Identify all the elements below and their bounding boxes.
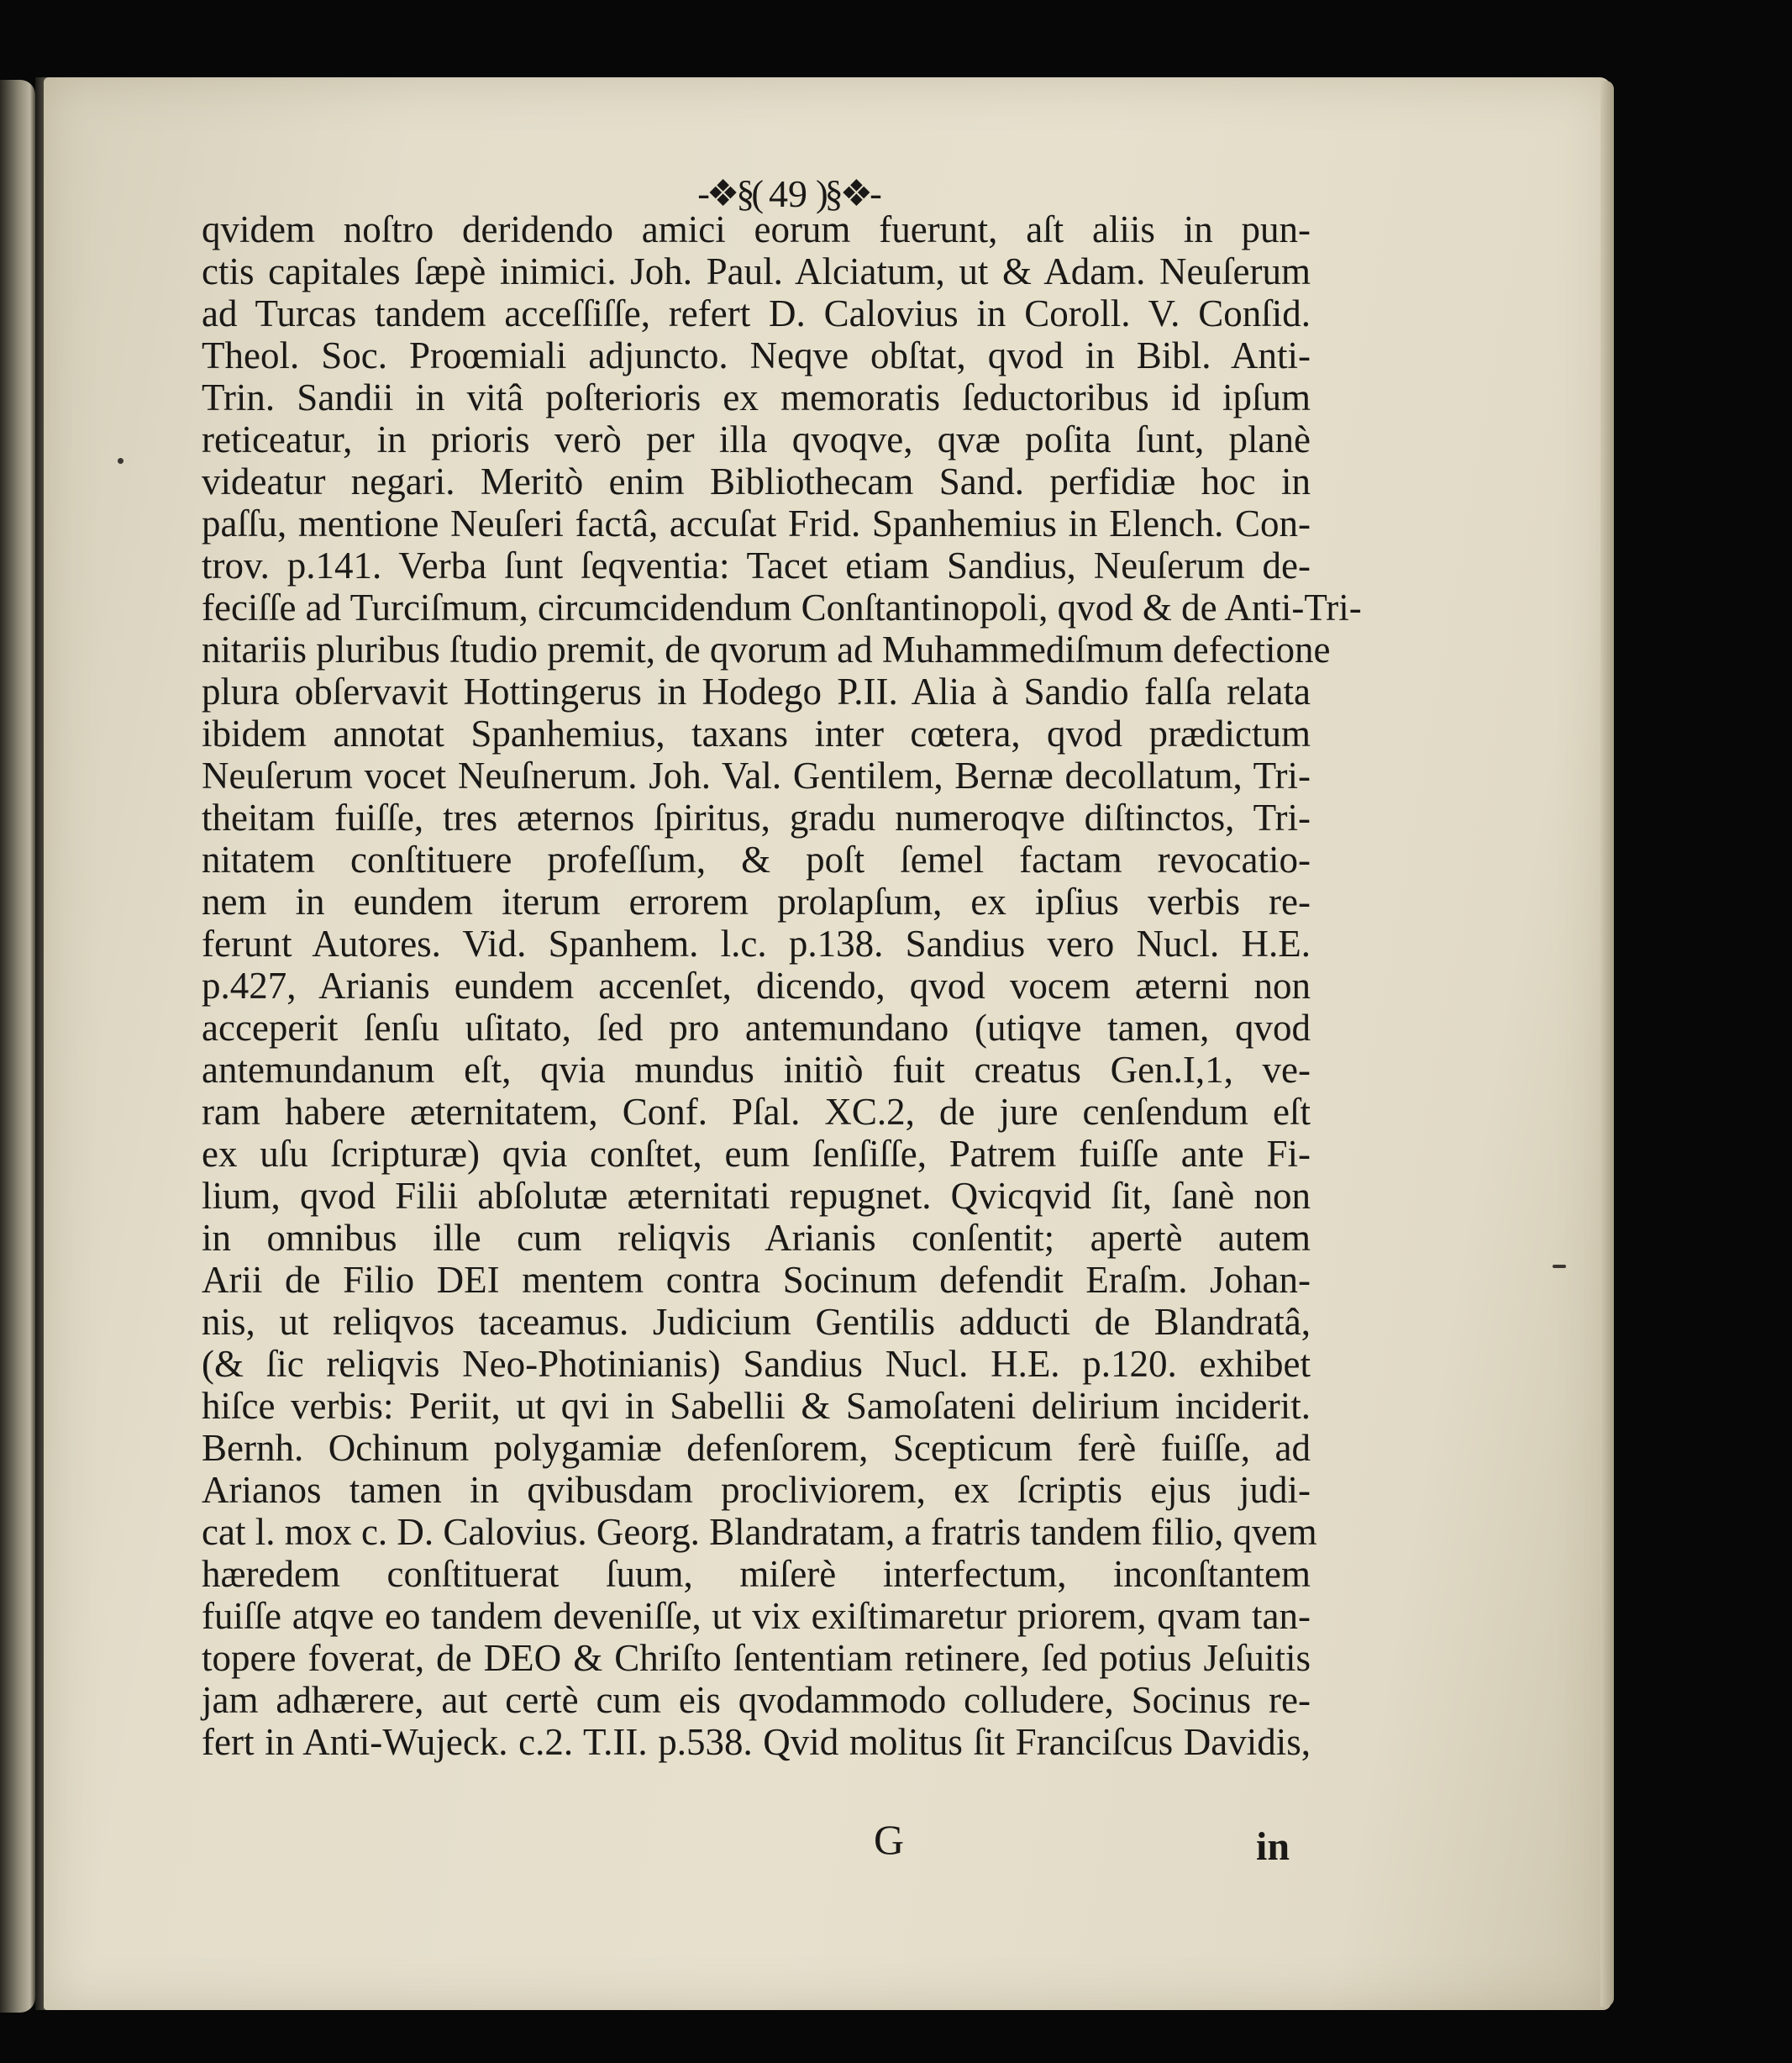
- body-text: [202, 208, 1362, 1763]
- text-line: ram habere æternitatem, Conf. Pſal. XC.2, de jure cenſendum eſt: [202, 1091, 1311, 1133]
- text-line: Theol. Soc. Proœmiali adjuncto. Neqve obſtat, qvod in Bibl. Anti-: [202, 334, 1311, 376]
- text-line: Trin. Sandii in vitâ poſterioris ex memoratis ſeductoribus id ipſum: [202, 376, 1311, 418]
- text-line: acceperit ſenſu uſitato, ſed pro antemundano (utiqve tamen, qvod: [202, 1007, 1311, 1049]
- text-line: ferunt Autores. Vid. Spanhem. l.c. p.138. Sandius vero Nucl. H.E.: [202, 923, 1311, 965]
- text-line: Arianos tamen in qvibusdam procliviorem, ex ſcriptis ejus judi-: [202, 1469, 1311, 1511]
- text-line: Arii de Filio DEI mentem contra Socinum defendit Eraſm. Johan-: [202, 1259, 1311, 1301]
- text-line: cat l. mox c. D. Calovius. Georg. Blandratam, a fratris tandem filio, qvem: [202, 1511, 1317, 1553]
- page-right-edge: [1600, 81, 1614, 2007]
- text-line: plura obſervavit Hottingerus in Hodego P.II. Alia à Sandio falſa relata: [202, 671, 1311, 713]
- text-line: ad Turcas tandem acceſſiſſe, refert D. Calovius in Coroll. V. Conſid.: [202, 292, 1311, 334]
- text-line: theitam fuiſſe, tres æternos ſpiritus, gradu numeroqve diſtinctos, Tri-: [202, 797, 1311, 839]
- left-page-edge: [0, 80, 35, 2013]
- ornament-left: -❖§(: [697, 172, 760, 214]
- text-line: topere foverat, de DEO & Chriſto ſententiam retinere, ſed potius Jeſuitis: [202, 1637, 1311, 1679]
- text-line: fuiſſe atqve eo tandem deveniſſe, ut vix exiſtimaretur priorem, qvam tan-: [202, 1595, 1311, 1637]
- text-line: jam adhærere, aut certè cum eis qvodammodo colludere, Socinus re-: [202, 1679, 1311, 1721]
- text-line: qvidem noſtro deridendo amici eorum fuerunt, aſt aliis in pun-: [202, 208, 1311, 250]
- ornament-right: )§❖-: [816, 172, 879, 214]
- catchword: in: [1256, 1824, 1290, 1869]
- paper-mark: [1553, 1265, 1566, 1268]
- text-line: ex uſu ſcripturæ) qvia conſtet, eum ſenſiſſe, Patrem fuiſſe ante Fi-: [202, 1133, 1311, 1175]
- text-line: trov. p.141. Verba ſunt ſeqventia: Tacet etiam Sandius, Neuſerum de-: [202, 545, 1311, 587]
- text-line: nem in eundem iterum errorem prolapſum, ex ipſius verbis re-: [202, 881, 1311, 923]
- text-line: antemundanum eſt, qvia mundus initiò fuit creatus Gen.I,1, ve-: [202, 1049, 1311, 1091]
- text-line: feciſſe ad Turciſmum, circumcidendum Conſtantinopoli, qvod & de Anti-Tri-: [202, 587, 1362, 629]
- text-line: Neuſerum vocet Neuſnerum. Joh. Val. Gentilem, Bernæ decollatum, Tri-: [202, 755, 1311, 797]
- paper-mark: [118, 458, 123, 464]
- text-line: nitariis pluribus ſtudio premit, de qvorum ad Muhammediſmum defectione: [202, 629, 1331, 671]
- text-line: Bernh. Ochinum polygamiæ defenſorem, Scepticum ferè fuiſſe, ad: [202, 1427, 1311, 1469]
- text-line: lium, qvod Filii abſolutæ æternitati repugnet. Qvicqvid ſit, ſanè non: [202, 1175, 1311, 1217]
- text-line: (& ſic reliqvis Neo-Photinianis) Sandius Nucl. H.E. p.120. exhibet: [202, 1343, 1311, 1385]
- text-line: nis, ut reliqvos taceamus. Judicium Gentilis adducti de Blandratâ,: [202, 1301, 1311, 1343]
- text-line: nitatem conſtituere profeſſum, & poſt ſemel factam revocatio-: [202, 839, 1311, 881]
- text-line: ctis capitales ſæpè inimici. Joh. Paul. Alciatum, ut & Adam. Neuſerum: [202, 250, 1311, 292]
- text-line: hæredem conſtituerat ſuum, miſerè interfectum, inconſtantem: [202, 1553, 1311, 1595]
- signature-mark: G: [874, 1816, 905, 1863]
- text-line: hiſce verbis: Periit, ut qvi in Sabellii & Samoſateni delirium inciderit.: [202, 1385, 1311, 1427]
- page-number: 49: [769, 171, 807, 215]
- text-line: p.427, Arianis eundem accenſet, dicendo, qvod vocem æterni non: [202, 965, 1311, 1007]
- text-line: fert in Anti-Wujeck. c.2. T.II. p.538. Qvid molitus ſit Franciſcus Davidis,: [202, 1721, 1311, 1763]
- text-line: ibidem annotat Spanhemius, taxans inter cœtera, qvod prædictum: [202, 713, 1311, 755]
- text-line: in omnibus ille cum reliqvis Arianis conſentit; apertè autem: [202, 1217, 1311, 1259]
- text-line: paſſu, mentione Neuſeri factâ, accuſat Frid. Spanhemius in Elench. Con-: [202, 503, 1311, 545]
- text-line: videatur negari. Meritò enim Bibliothecam Sand. perfidiæ hoc in: [202, 460, 1311, 503]
- text-line: reticeatur, in prioris verò per illa qvoqve, qvæ poſita ſunt, planè: [202, 418, 1311, 460]
